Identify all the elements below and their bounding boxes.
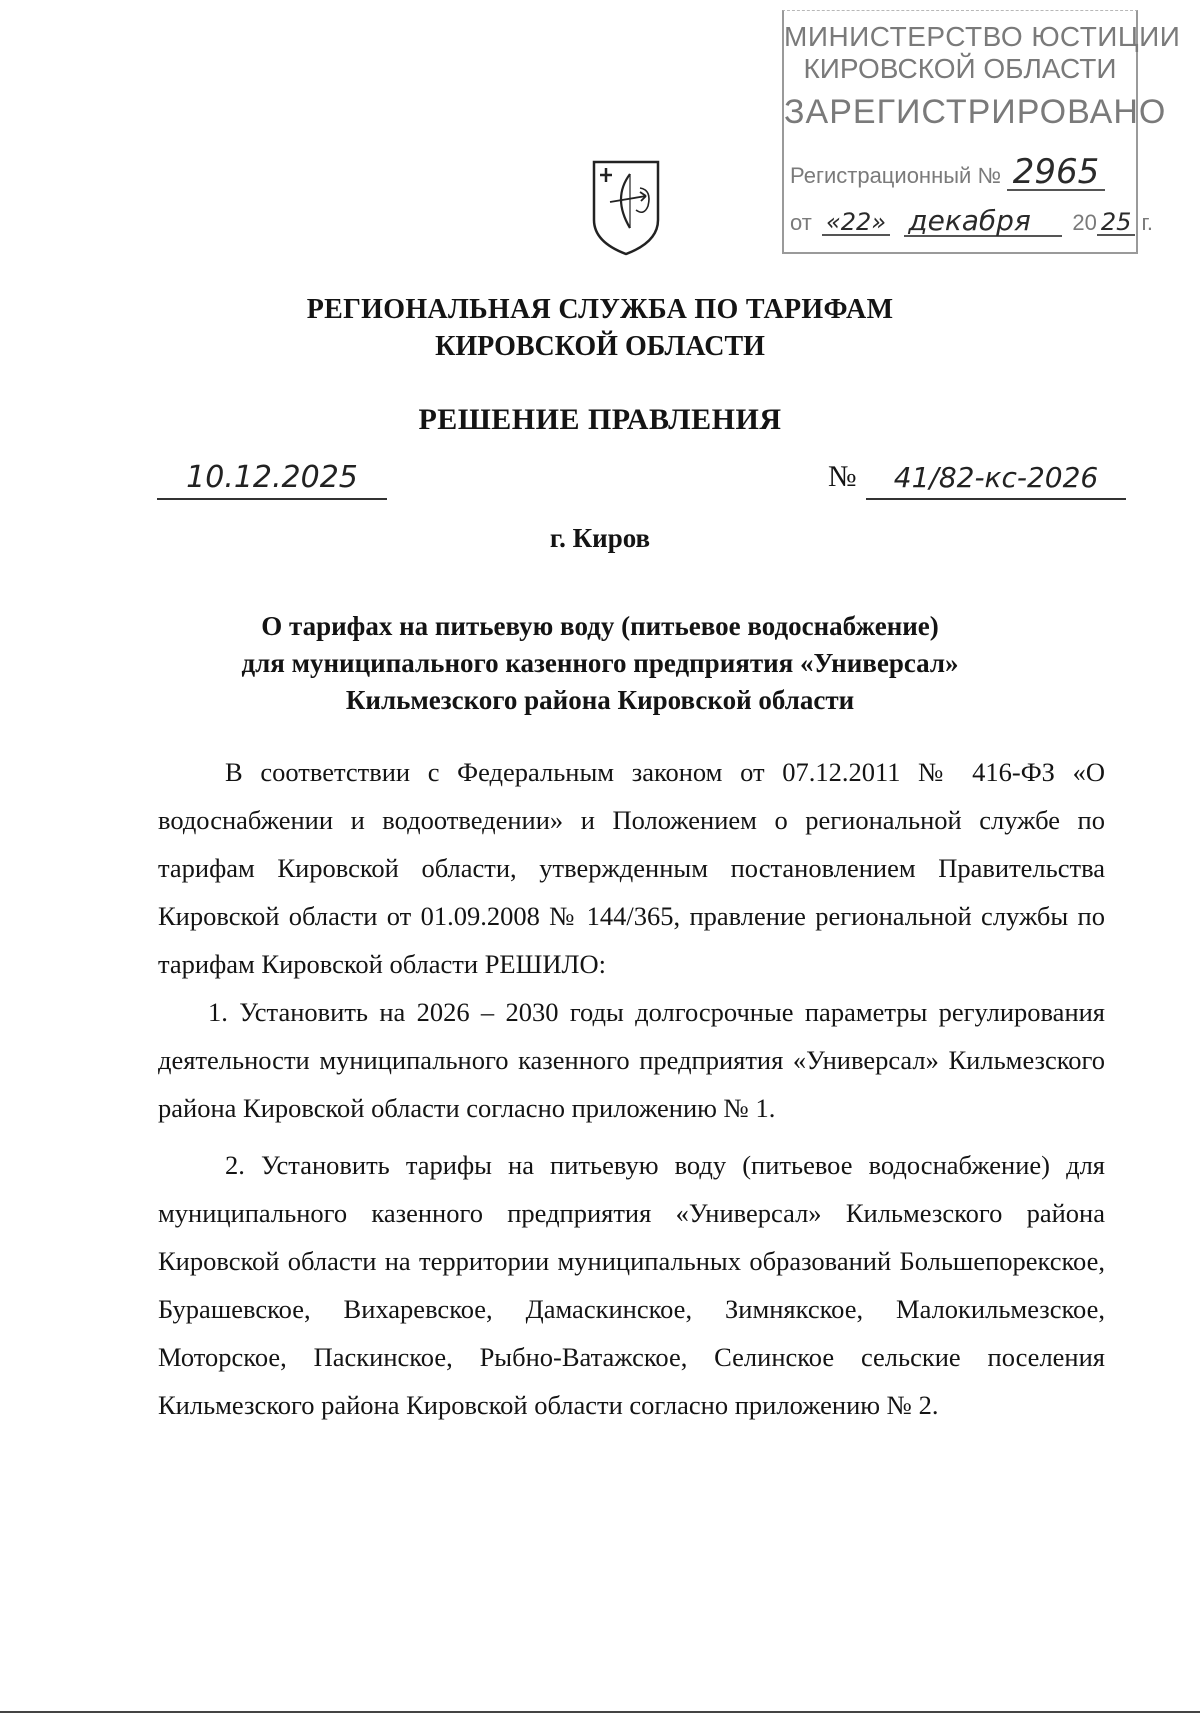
- stamp-date-year-prefix: 20: [1072, 210, 1097, 235]
- subject-line1: О тарифах на питьевую воду (питьевое водоснабжение): [261, 611, 939, 641]
- stamp-date-year-suffix: 25: [1097, 210, 1136, 236]
- coat-of-arms-icon: [590, 158, 662, 258]
- subject-line3: Кильмезского района Кировской области: [345, 685, 855, 715]
- stamp-date-row: [790, 204, 1153, 237]
- stamp-registered-line: ЗАРЕГИСТРИРОВАНО: [784, 93, 1167, 131]
- city-line: г. Киров: [549, 523, 651, 553]
- registration-stamp: [782, 10, 1181, 254]
- page-bottom-rule: [0, 1711, 1200, 1713]
- decision-item-2: 2. Установить тарифы на питьевую воду (питьевое водоснабжение) для муниципального казенного предприятия «Универсал» Кильмезского района Кировской области на территории муниципальных образований Большепорекское, Бурашевское, Вихаревское, Дамаскинское, Зимнякское, Малокильмезское, Моторское, Паскинское, Рыбно-Ватажское, Селинское сельские поселения Кильмезского района Кировской области согласно приложению № 2.: [158, 1150, 1105, 1420]
- stamp-reg-number: 2965: [1007, 155, 1105, 191]
- preamble-paragraph: В соответствии с Федеральным законом от 07.12.2011 № 416-ФЗ «О водоснабжении и водоотведении» и Положением о региональной службе по тарифам Кировской области, утвержденным постановлением Правительства Кировской области от 01.09.2008 № 144/365, правление региональной службы по тарифам Кировской области РЕШИЛО:: [158, 757, 1105, 979]
- stamp-date-suffix: г.: [1141, 210, 1153, 235]
- stamp-region-line: КИРОВСКОЙ ОБЛАСТИ: [803, 53, 1117, 84]
- stamp-reg-label: Регистрационный №: [790, 163, 1002, 188]
- decision-subject: [0, 608, 1200, 719]
- decision-number-sign: №: [828, 460, 857, 493]
- decision-date-handwritten: 10.12.2025: [157, 458, 387, 500]
- stamp-date-month: декабря: [904, 207, 1062, 237]
- stamp-date-day: «22»: [822, 210, 890, 236]
- stamp-ministry-line: МИНИСТЕРСТВО ЮСТИЦИИ: [784, 21, 1181, 52]
- subject-line2: для муниципального казенного предприятия «Универсал»: [241, 648, 959, 678]
- stamp-registration-row: [790, 152, 1105, 192]
- organization-name-line1: РЕГИОНАЛЬНАЯ СЛУЖБА ПО ТАРИФАМ: [306, 294, 894, 325]
- organization-name-line2: КИРОВСКОЙ ОБЛАСТИ: [435, 331, 765, 362]
- document-type-title: РЕШЕНИЕ ПРАВЛЕНИЯ: [418, 403, 782, 436]
- decision-body: [158, 748, 1105, 1429]
- stamp-date-prefix: от: [790, 210, 812, 235]
- decision-number-handwritten: 41/82-кс-2026: [866, 458, 1126, 500]
- decision-item-1: 1. Установить на 2026 – 2030 годы долгосрочные параметры регулирования деятельности муниципального казенного предприятия «Универсал» Кильмезского района Кировской области согласно приложению № 1.: [158, 997, 1105, 1123]
